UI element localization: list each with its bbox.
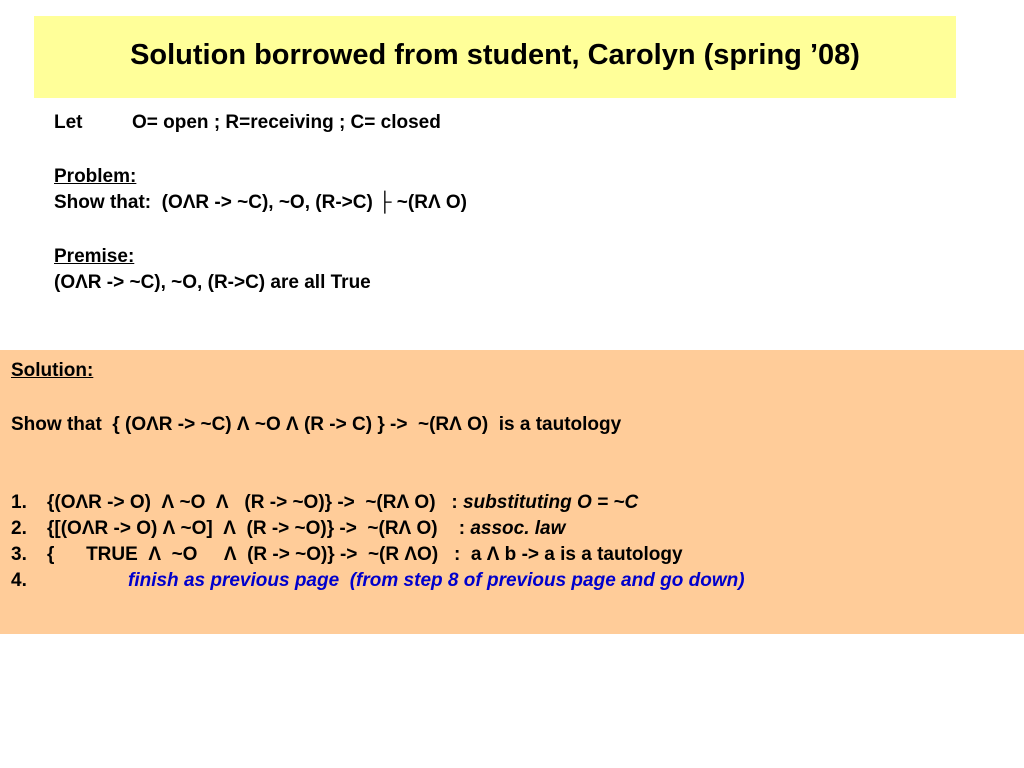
step-expression: {(OΛR -> O) Λ ~O Λ (R -> ~O)} -> ~(RΛ O) :: [47, 492, 463, 513]
problem-text: Show that: (OΛR -> ~C), ~O, (R->C) ├ ~(RΛ O): [54, 192, 468, 213]
solution-content: [11, 358, 1011, 594]
show-that-statement: Show that { (OΛR -> ~C) Λ ~O Λ (R -> C) } -> ~(RΛ O) is a tautology: [11, 414, 622, 435]
proof-step-4: 4. finish as previous page (from step 8 of previous page and go down): [11, 568, 1011, 594]
proof-step-3: 3. { TRUE Λ ~O Λ (R -> ~O)} -> ~(R ΛO) : a Λ b -> a is a tautology: [11, 542, 1011, 568]
intro-section: [54, 110, 954, 296]
problem-heading: Problem:: [54, 166, 137, 187]
proof-steps: [11, 490, 1011, 594]
let-label: Let: [54, 112, 83, 133]
proof-step-1: 1. {(OΛR -> O) Λ ~O Λ (R -> ~O)} -> ~(RΛ O) : substituting O = ~C: [11, 490, 1011, 516]
premise-text: (OΛR -> ~C), ~O, (R->C) are all True: [54, 272, 371, 293]
step-expression: { TRUE Λ ~O Λ (R -> ~O)} -> ~(R ΛO) : a Λ b -> a is a tautology: [47, 544, 683, 565]
step-note: assoc. law: [470, 518, 566, 539]
solution-heading: Solution:: [11, 360, 94, 381]
title-banner: [34, 16, 956, 98]
step-note: finish as previous page (from step 8 of previous page and go down): [128, 570, 745, 591]
step-expression: {[(OΛR -> O) Λ ~O] Λ (R -> ~O)} -> ~(RΛ O) :: [47, 518, 471, 539]
premise-heading: Premise:: [54, 246, 135, 267]
proof-step-2: 2. {[(OΛR -> O) Λ ~O] Λ (R -> ~O)} -> ~(RΛ O) : assoc. law: [11, 516, 1011, 542]
let-definitions: O= open ; R=receiving ; C= closed: [132, 112, 441, 133]
solution-panel: [0, 350, 1024, 634]
step-note: substituting O = ~C: [462, 492, 639, 513]
slide-title: Solution borrowed from student, Carolyn (spring ’08): [130, 38, 860, 71]
let-line: [54, 110, 954, 136]
